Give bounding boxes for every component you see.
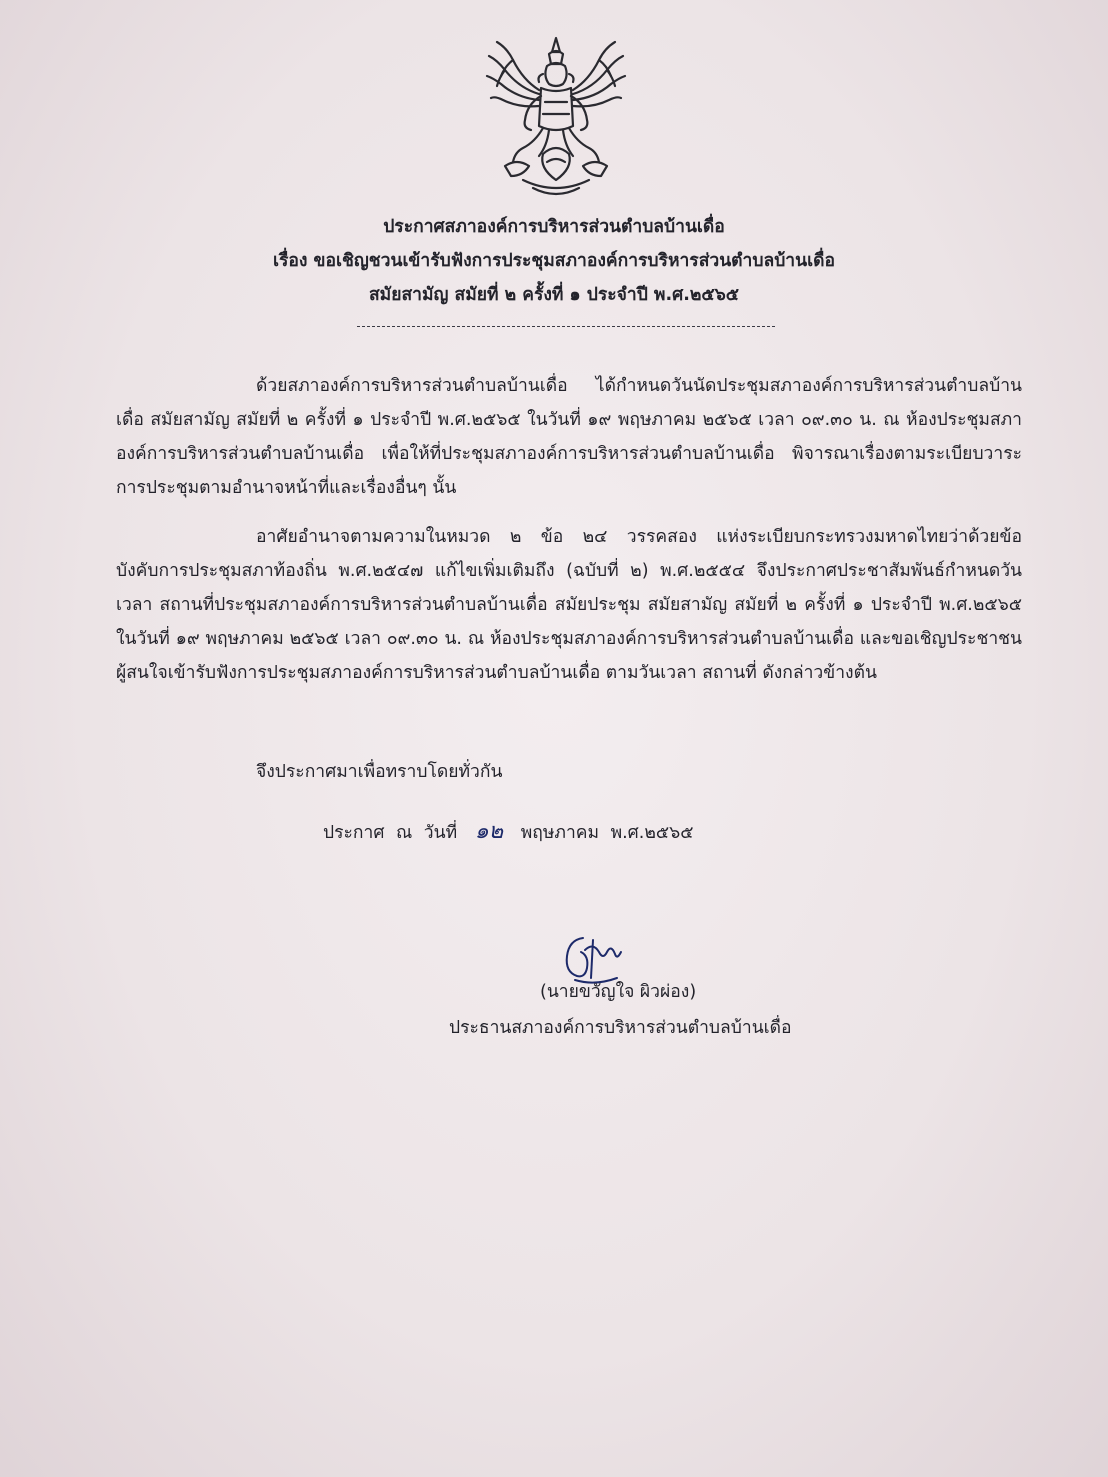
closing-statement: จึงประกาศมาเพื่อทราบโดยทั่วกัน — [256, 762, 503, 782]
body-paragraph-1: ด้วยสภาองค์การบริหารส่วนตำบลบ้านเดื่อ ได้กำหนดวันนัดประชุมสภาองค์การบริหารส่วนตำบลบ้านเดื่อ สมัยสามัญ สมัยที่ ๒ ครั้งที่ ๑ ประจำปี พ.ศ.๒๕๖๕ ในวันที่ ๑๙ พฤษภาคม ๒๕๖๕ เวลา ๐๙.๓๐ น. ณ ห้องประชุมสภาองค์การบริหารส่วนตำบลบ้านเดื่อ เพื่อให้ที่ประชุมสภาองค์การบริหารส่วนตำบลบ้านเดื่อ พิจารณาเรื่องตามระเบียบวาระการประชุมตามอำนาจหน้าที่และเรื่องอื่นๆ นั้น — [116, 376, 1022, 498]
garuda-emblem-icon — [483, 30, 629, 200]
header-title: ประกาศสภาองค์การบริหารส่วนตำบลบ้านเดื่อ — [383, 217, 725, 237]
signer-name: (นายขวัญใจ ผิวผ่อง) — [540, 982, 697, 1002]
header-subject: เรื่อง ขอเชิญชวนเข้ารับฟังการประชุมสภาองค์การบริหารส่วนตำบลบ้านเดื่อ — [273, 251, 835, 271]
document-header — [0, 210, 1108, 312]
signer-title: ประธานสภาองค์การบริหารส่วนตำบลบ้านเดื่อ — [449, 1018, 792, 1038]
date-prefix: ประกาศ ณ วันที่ — [323, 823, 458, 843]
date-day-handwritten: ๑๒ — [474, 819, 504, 844]
date-month-year: พฤษภาคม พ.ศ.๒๕๖๕ — [520, 823, 694, 843]
body-paragraph-2: อาศัยอำนาจตามความในหมวด ๒ ข้อ ๒๔ วรรคสอง แห่งระเบียบกระทรวงมหาดไทยว่าด้วยข้อบังคับการประชุมสภาท้องถิ่น พ.ศ.๒๕๔๗ แก้ไขเพิ่มเติมถึง (ฉบับที่ ๒) พ.ศ.๒๕๕๔ จึงประกาศประชาสัมพันธ์กำหนดวัน เวลา สถานที่ประชุมสภาองค์การบริหารส่วนตำบลบ้านเดื่อ สมัยประชุม สมัยสามัญ สมัยที่ ๒ ครั้งที่ ๑ ประจำปี พ.ศ.๒๕๖๕ ในวันที่ ๑๙ พฤษภาคม ๒๕๖๕ เวลา ๐๙.๓๐ น. ณ ห้องประชุมสภาองค์การบริหารส่วนตำบลบ้านเดื่อ และขอเชิญประชาชนผู้สนใจเข้ารับฟังการประชุมสภาองค์การบริหารส่วนตำบลบ้านเดื่อ ตามวันเวลา สถานที่ ดังกล่าวข้างต้น — [116, 527, 1022, 683]
header-divider — [357, 326, 775, 327]
announcement-date — [323, 816, 694, 849]
header-session: สมัยสามัญ สมัยที่ ๒ ครั้งที่ ๑ ประจำปี พ.ศ.๒๕๖๕ — [369, 285, 739, 305]
